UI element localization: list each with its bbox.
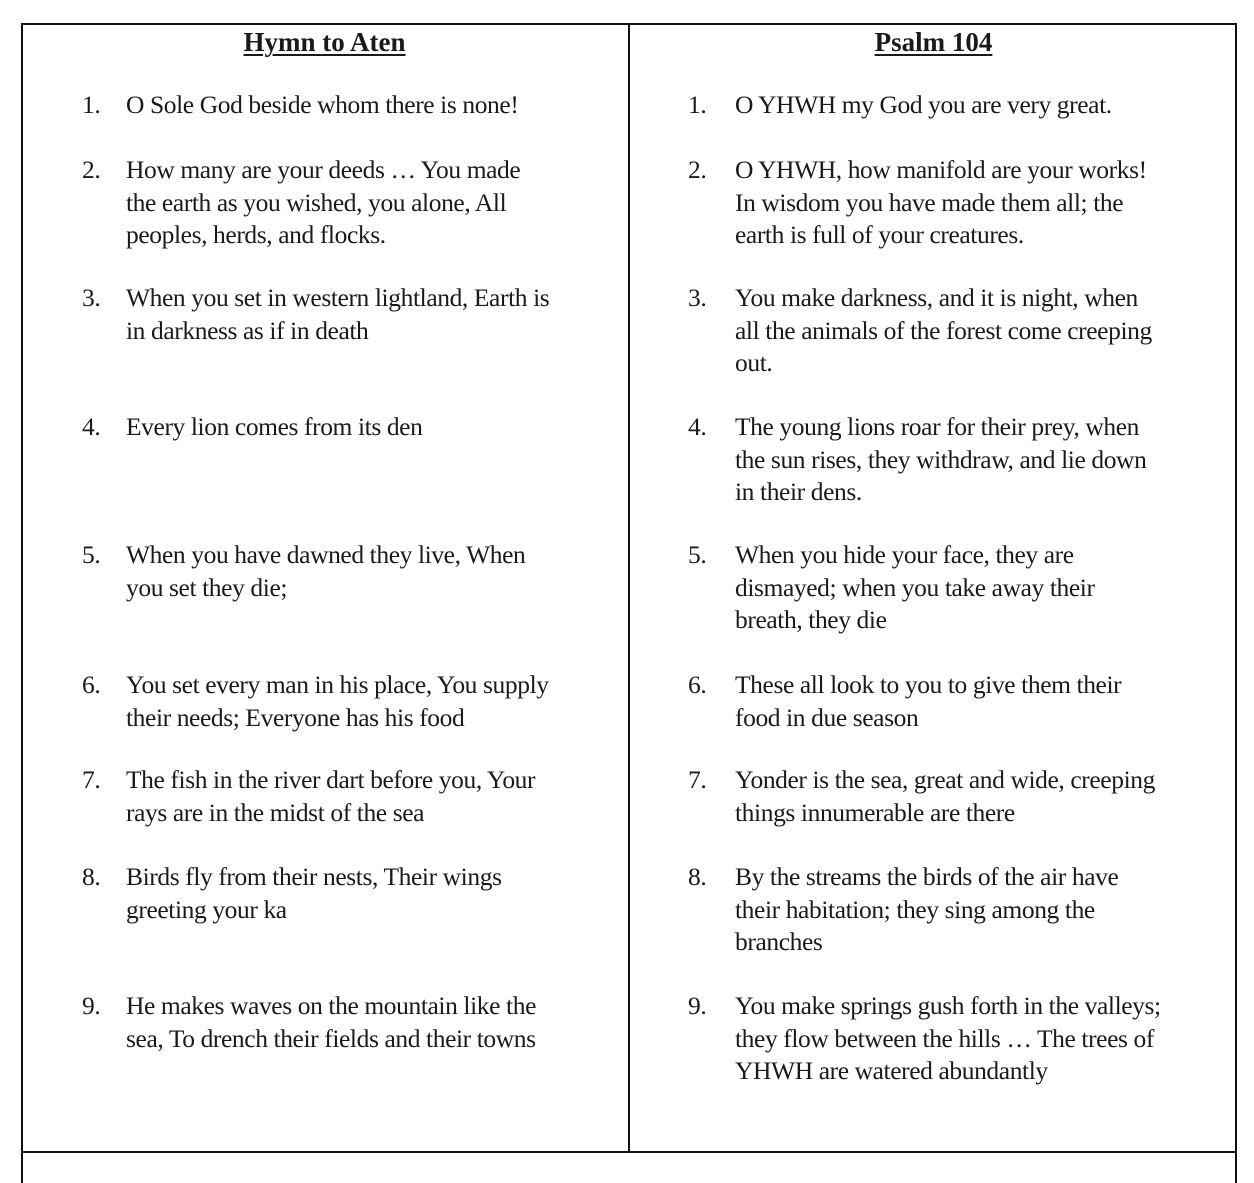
item-text: How many are your deeds … You made the earth as you wished, you alone, All peoples, herds, and flocks. xyxy=(126,155,521,249)
item-number: 6. xyxy=(688,670,707,699)
item-number: 7. xyxy=(82,765,101,794)
column-divider xyxy=(628,23,630,1153)
row-divider xyxy=(21,1151,1237,1153)
item-text: When you have dawned they live, When you set they die; xyxy=(126,540,526,602)
item-text: You make darkness, and it is night, when all the animals of the forest come creeping out. xyxy=(735,283,1152,377)
item-number: 8. xyxy=(82,862,101,891)
item-number: 7. xyxy=(688,765,707,794)
item-text: Yonder is the sea, great and wide, creeping things innumerable are there xyxy=(735,765,1155,827)
item-number: 5. xyxy=(688,540,707,569)
item-number: 8. xyxy=(688,862,707,891)
item-text: O YHWH my God you are very great. xyxy=(735,90,1112,119)
item-number: 4. xyxy=(688,412,707,441)
item-text: You set every man in his place, You supply their needs; Everyone has his food xyxy=(126,670,549,732)
item-number: 9. xyxy=(82,991,101,1020)
item-number: 4. xyxy=(82,412,101,441)
item-text: The fish in the river dart before you, Your rays are in the midst of the sea xyxy=(126,765,536,827)
item-number: 2. xyxy=(688,155,707,184)
hymn-to-aten-heading: Hymn to Aten xyxy=(243,27,406,57)
item-number: 2. xyxy=(82,155,101,184)
item-text: These all look to you to give them their food in due season xyxy=(735,670,1122,732)
item-number: 3. xyxy=(688,283,707,312)
item-text: He makes waves on the mountain like the sea, To drench their fields and their towns xyxy=(126,991,536,1053)
item-number: 9. xyxy=(688,991,707,1020)
item-number: 6. xyxy=(82,670,101,699)
item-text: You make springs gush forth in the valleys; they flow between the hills … The trees of YHWH are watered abundantly xyxy=(735,991,1161,1085)
item-number: 5. xyxy=(82,540,101,569)
item-text: O Sole God beside whom there is none! xyxy=(126,90,519,119)
item-text: O YHWH, how manifold are your works! In wisdom you have made them all; the earth is full of your creatures. xyxy=(735,155,1147,249)
item-number: 1. xyxy=(82,90,101,119)
item-text: By the streams the birds of the air have their habitation; they sing among the branches xyxy=(735,862,1119,956)
item-text: Every lion comes from its den xyxy=(126,412,423,441)
item-text: The young lions roar for their prey, when the sun rises, they withdraw, and lie down in their dens. xyxy=(735,412,1147,506)
item-text: When you set in western lightland, Earth is in darkness as if in death xyxy=(126,283,550,345)
psalm-104-heading: Psalm 104 xyxy=(874,27,993,57)
item-number: 1. xyxy=(688,90,707,119)
item-number: 3. xyxy=(82,283,101,312)
item-text: Birds fly from their nests, Their wings greeting your ka xyxy=(126,862,502,924)
item-text: When you hide your face, they are dismayed; when you take away their breath, they die xyxy=(735,540,1095,634)
